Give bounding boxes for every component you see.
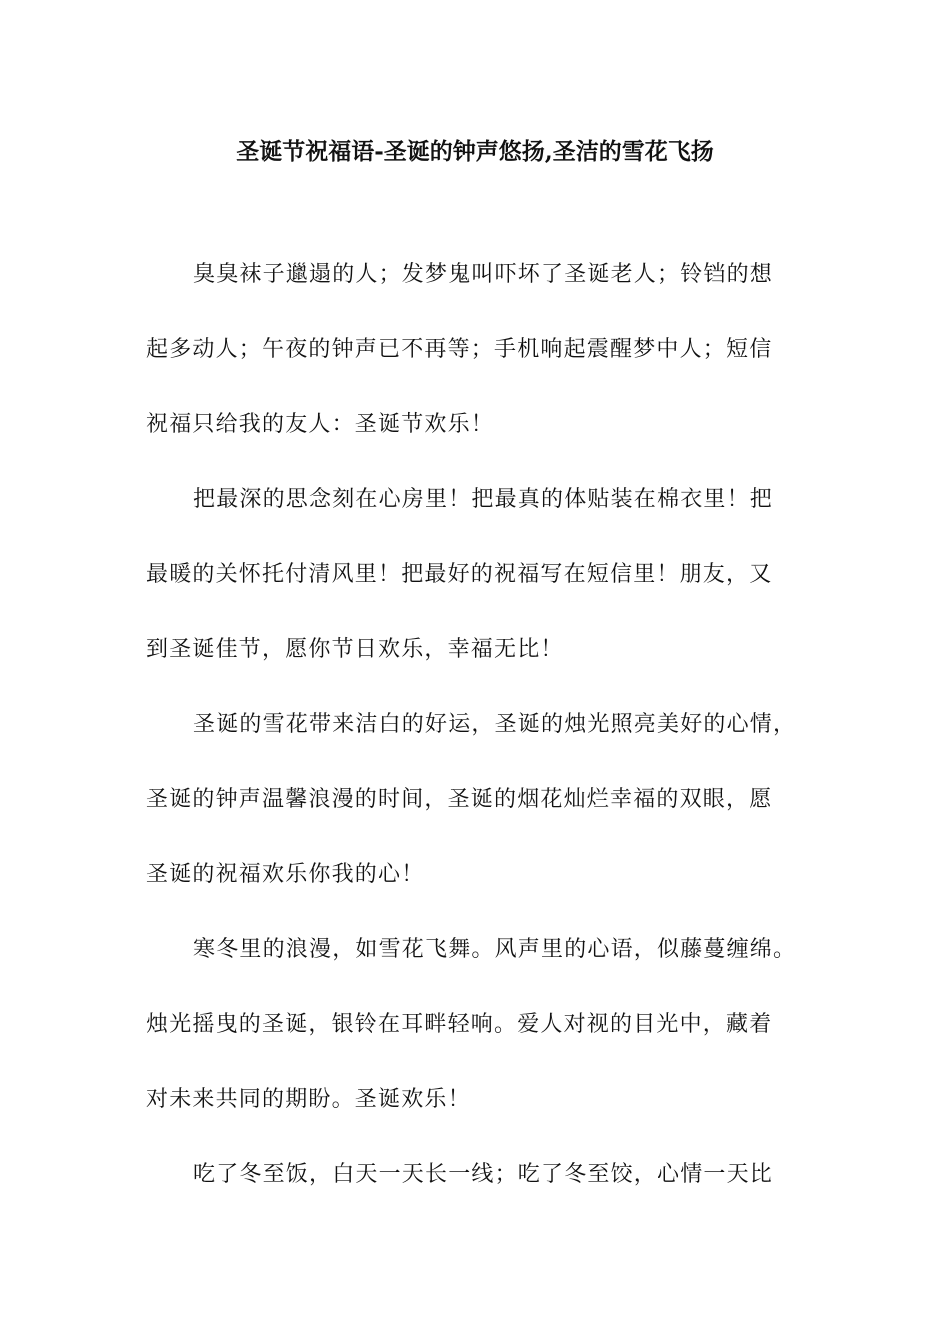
paragraph-1-line-1: 臭臭袜子邋遢的人；发梦鬼叫吓坏了圣诞老人；铃铛的想 [193, 262, 774, 287]
paragraph-3-line-2: 圣诞的钟声温馨浪漫的时间，圣诞的烟花灿烂幸福的双眼，愿 [146, 787, 773, 812]
paragraph-2-line-2: 最暖的关怀托付清风里！把最好的祝福写在短信里！朋友，又 [146, 562, 773, 587]
paragraph-3-line-3: 圣诞的祝福欢乐你我的心！ [146, 862, 425, 887]
paragraph-2-line-1: 把最深的思念刻在心房里！把最真的体贴装在棉衣里！把 [193, 487, 774, 512]
paragraph-1-line-2: 起多动人；午夜的钟声已不再等；手机响起震醒梦中人；短信 [146, 337, 773, 362]
paragraph-4-line-2: 烛光摇曳的圣诞，银铃在耳畔轻响。爱人对视的目光中，藏着 [146, 1012, 773, 1037]
paragraph-2-line-3: 到圣诞佳节，愿你节日欢乐，幸福无比！ [146, 637, 564, 662]
paragraph-4-line-1: 寒冬里的浪漫，如雪花飞舞。风声里的心语，似藤蔓缠绵。 [193, 937, 797, 962]
paragraph-4-line-3: 对未来共同的期盼。圣诞欢乐！ [146, 1087, 471, 1112]
paragraph-3-line-1: 圣诞的雪花带来洁白的好运，圣诞的烛光照亮美好的心情， [193, 712, 797, 737]
paragraph-5-line-1: 吃了冬至饭，白天一天长一线；吃了冬至饺，心情一天比 [193, 1162, 774, 1187]
paragraph-1-line-3: 祝福只给我的友人：圣诞节欢乐！ [146, 412, 495, 437]
page-title: 圣诞节祝福语-圣诞的钟声悠扬,圣洁的雪花飞扬 [236, 138, 714, 165]
